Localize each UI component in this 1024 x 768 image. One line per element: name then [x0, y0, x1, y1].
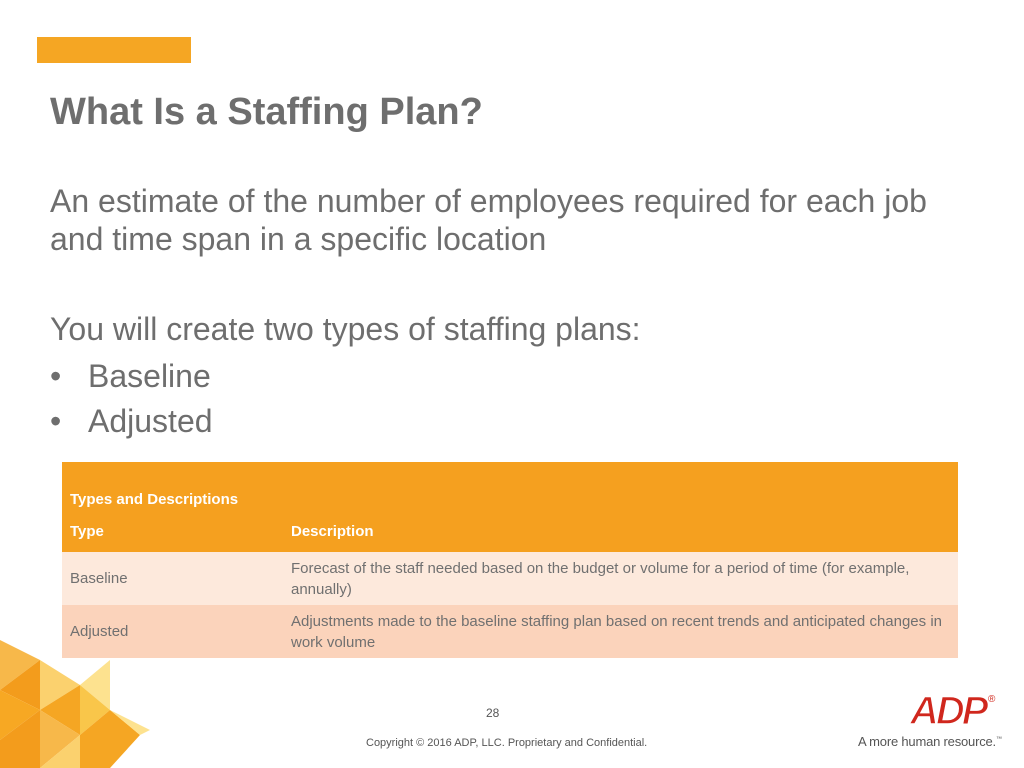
- page-number: 28: [486, 706, 500, 720]
- slide-title: What Is a Staffing Plan?: [50, 91, 483, 133]
- tagline-trademark: ™: [995, 736, 1002, 743]
- cell-type: Baseline: [70, 570, 128, 587]
- bullet-item: [50, 399, 213, 444]
- adp-logo: [908, 688, 998, 730]
- table-row: [62, 605, 958, 658]
- logo-registered-mark: ®: [988, 694, 996, 705]
- cell-type: Adjusted: [70, 623, 129, 640]
- bullet-marker: •: [50, 358, 62, 394]
- intro-text: You will create two types of staffing plans:: [50, 311, 641, 347]
- cell-description: Adjustments made to the baseline staffing plan based on recent trends and anticipated changes in work volume: [291, 612, 942, 651]
- table-caption: Types and Descriptions: [70, 491, 239, 508]
- column-header-type: Type: [70, 522, 104, 540]
- logo-text: ADP: [910, 689, 986, 730]
- types-table: [62, 462, 958, 658]
- decorative-triangles: [0, 630, 150, 768]
- table-header-row: [62, 510, 958, 552]
- accent-bar: [37, 37, 191, 63]
- definition-text: [50, 182, 970, 258]
- bullet-item: [50, 354, 213, 399]
- bullet-text: Baseline: [88, 358, 211, 394]
- definition-paragraph: An estimate of the number of employees required for each job and time span in a specific location: [50, 183, 927, 257]
- bullet-marker: •: [50, 403, 62, 439]
- table-caption-row: [62, 462, 958, 510]
- copyright-text: Copyright © 2016 ADP, LLC. Proprietary and Confidential.: [366, 737, 648, 749]
- tagline-text: A more human resource.: [858, 734, 996, 749]
- table-row: [62, 552, 958, 605]
- column-header-description: Description: [291, 522, 374, 540]
- bullet-text: Adjusted: [88, 403, 213, 439]
- tagline: [858, 734, 1002, 749]
- bullet-list: [50, 354, 213, 444]
- cell-description: Forecast of the staff needed based on the budget or volume for a period of time (for example, annually): [291, 559, 910, 598]
